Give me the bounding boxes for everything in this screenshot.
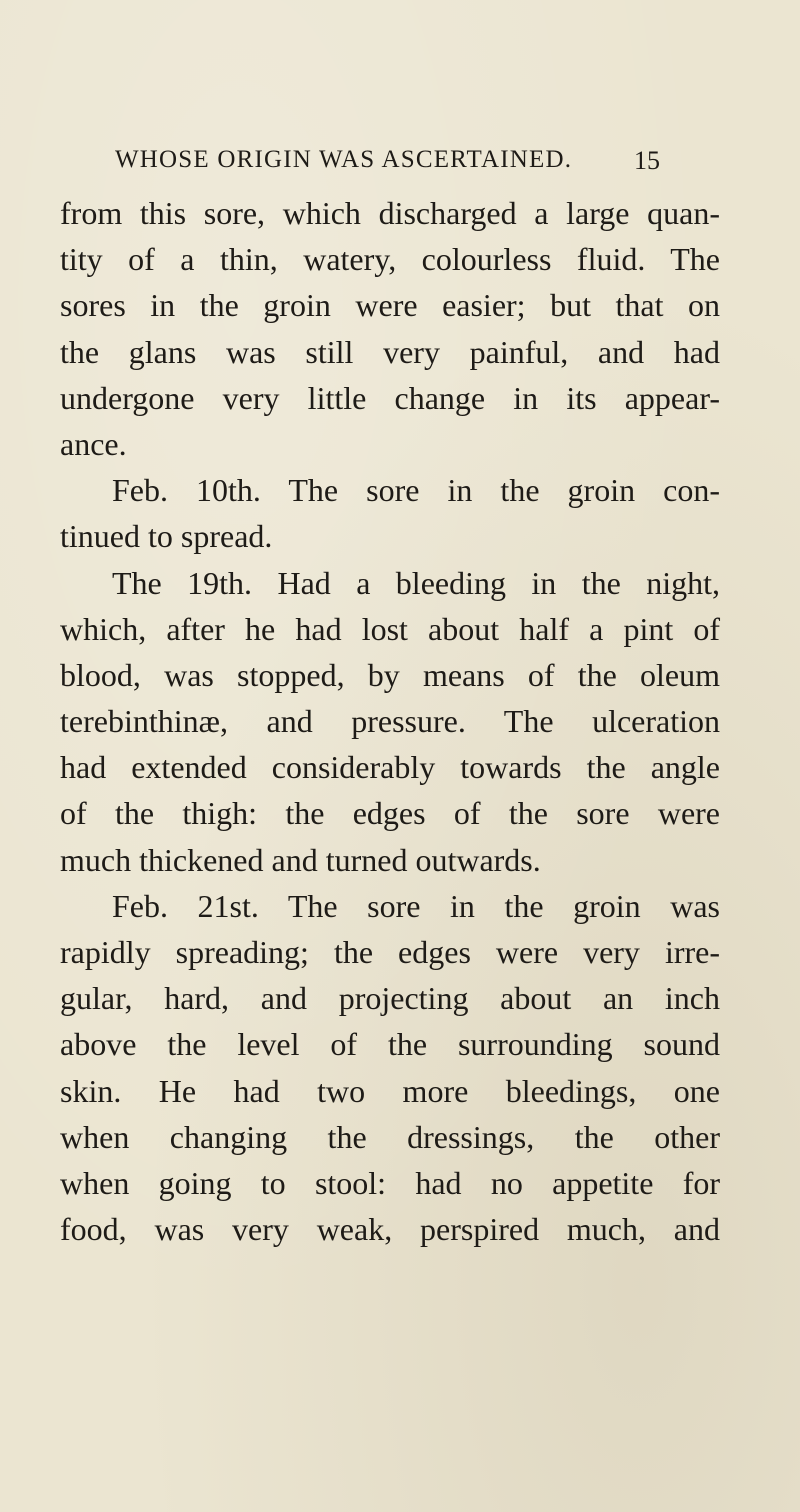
text-line: had extended considerably towards the angle [60,749,720,786]
text-line: which, after he had lost about half a pint of [60,610,720,647]
text-line: when going to stool: had no appetite for [60,1164,720,1201]
text-line: rapidly spreading; the edges were very irre- [60,934,720,970]
text-line: The 19th. Had a bleeding in the night, [112,564,720,601]
text-line: of the thigh: the edges of the sore were [60,795,720,832]
text-line: above the level of the surrounding sound [60,1026,720,1063]
text-line: gular, hard, and projecting about an inch [60,980,720,1017]
text-line: skin. He had two more bleedings, one [60,1072,720,1109]
text-line: tity of a thin, watery, colourless fluid. The [60,241,720,278]
text-line: terebinthinæ, and pressure. The ulceration [60,703,720,740]
text-line: Feb. 10th. The sore in the groin con- [112,472,720,509]
page-number: 15 [634,146,660,175]
text-line: tinued to spread. [60,518,273,555]
text-line: much thickened and turned outwards. [60,841,541,878]
text-line: ance. [60,425,127,462]
text-line: Feb. 21st. The sore in the groin was [112,887,720,924]
text-line: the glans was still very painful, and had [60,333,720,370]
text-line: from this sore, which discharged a large quan- [60,195,720,231]
running-title: WHOSE ORIGIN WAS ASCERTAINED. [115,146,573,173]
text-line: when changing the dressings, the other [60,1118,720,1155]
text-line: blood, was stopped, by means of the oleum [60,656,720,693]
running-head [0,146,800,186]
text-line: sores in the groin were easier; but that on [60,287,720,324]
text-line: undergone very little change in its appear- [60,379,720,416]
text-line: food, was very weak, perspired much, and [60,1211,720,1248]
body-text [60,190,720,1252]
